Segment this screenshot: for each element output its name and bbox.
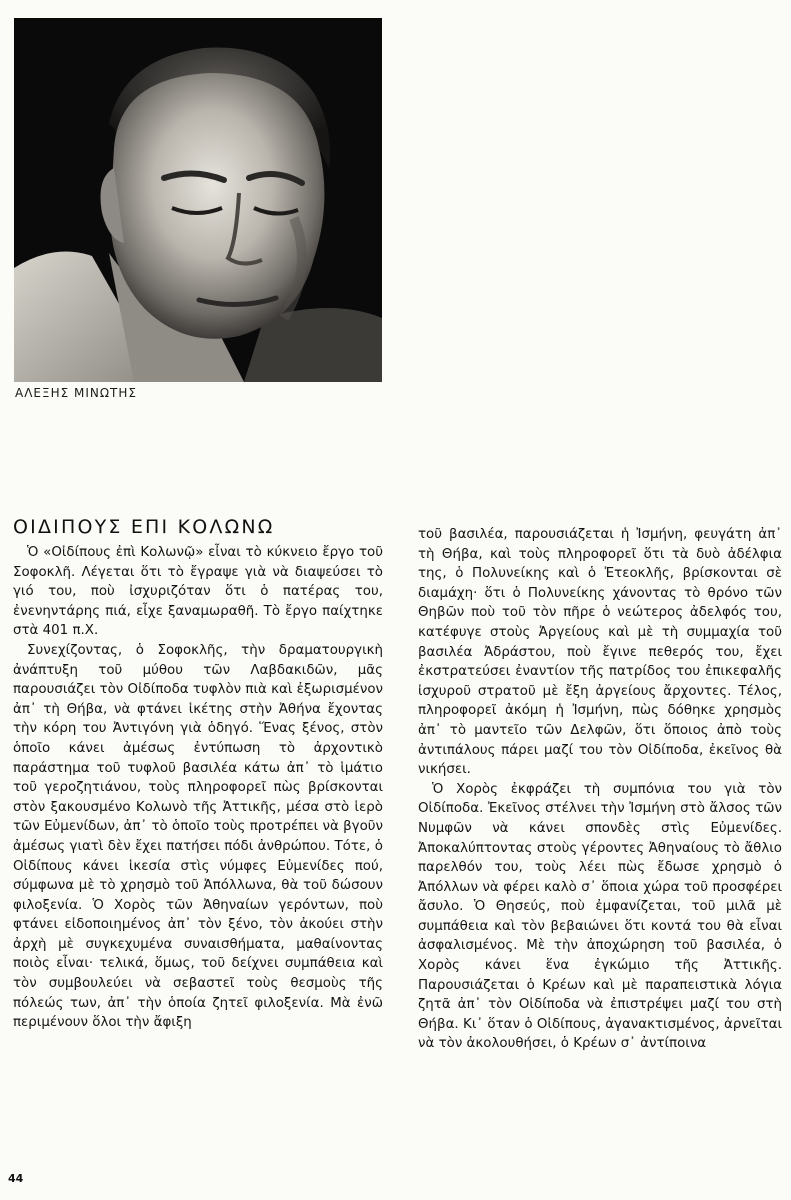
article-title: ΟΙΔΙΠΟΥΣ ΕΠΙ ΚΟΛΩΝΩ xyxy=(13,516,275,538)
paragraph: Συνεχίζοντας, ὁ Σοφοκλῆς, τὴν δραματουργικὴ ἀνάπτυξη τοῦ μύθου τῶν Λαβδακιδῶν, μᾶς παρουσιάζει τὸν Οἰδίποδα τυφλὸν πιὰ καὶ ἐξωρισμένον ἀπ᾽ τὴ Θήβα, νὰ φτάνει ἱκέτης στὴν Ἀθήνα ἔχοντας τὴν κόρη του Ἀντιγόνη γιὰ ὁδηγό. Ἕνας ξένος, στὸν ὁποῖο κάνει ἀμέσως ἐντύπωση τὸ ἀρχοντικὸ παράστημα τοῦ τυφλοῦ βασιλέα κάτω ἀπ᾽ τὸ ἱμάτιο τοῦ γεροζητιάνου, τοὺς πληροφορεῖ πὼς βρίσκονται στὸν ξακουσμένο Κολωνὸ τῆς Ἀττικῆς, μέσα στὸ ἱερὸ τῶν Εὐμενίδων, ἀπ᾽ τὸ ὁποῖο τοὺς προτρέπει νὰ βγοῦν ἀμέσως γιατὶ δὲν ἔχει πατήσει πόδι ἀνθρώπου. Τότε, ὁ Οἰδίπους κάνει ἱκεσία στὶς νύμφες Εὐμενίδες πού, σύμφωνα μὲ τὸ χρησμὸ τοῦ Ἀπόλλωνα, θὰ τοῦ δώσουν φιλοξενία. Ὁ Χορὸς τῶν Ἀθηναίων γερόντων, ποὺ φτάνει εἰδοποιημένος ἀπ᾽ τὸν ξένο, τὸν ἀκούει στὴν ἀρχὴ μὲ συγκεχυμένα συναισθήματα, μαθαίνοντας ποιὸς εἶναι· τελικά, ὅμως, τοῦ δείχνει συμπάθεια καὶ τὸν συμβουλεύει νὰ σεβαστεῖ τοὺς θεσμοὺς τῆς πόλεώς των, ἀπ᾽ τὴν ὁποία ζητεῖ φιλοξενία. Μὰ ἐνῶ περιμένουν ὅλοι τὴν ἄφιξη xyxy=(13,642,383,1031)
portrait-photo xyxy=(14,18,382,382)
photo-caption: ΑΛΕΞΗΣ ΜΙΝΩΤΗΣ xyxy=(15,386,137,400)
page-number: 44 xyxy=(8,1172,24,1185)
paragraph: Ὁ «Οἰδίπους ἐπὶ Κολωνῷ» εἶναι τὸ κύκνειο ἔργο τοῦ Σοφοκλῆ. Λέγεται ὅτι τὸ ἔγραψε γιὰ νὰ διαψεύσει τὸ γιό του, ποὺ ἰσχυριζόταν ὅτι ὁ πατέρας του, ἐνενηντάρης πιά, εἶχε ξαναμωραθῆ. Τὸ ἔργο παίχτηκε στὰ 401 π.Χ. xyxy=(13,545,383,639)
portrait-image xyxy=(14,18,382,382)
article-column-left xyxy=(13,543,383,1033)
paragraph: Ὁ Χορὸς ἐκφράζει τὴ συμπόνια του γιὰ τὸν Οἰδίποδα. Ἐκεῖνος στέλνει τὴν Ἰσμήνη στὸ ἄλσος τῶν Νυμφῶν νὰ κάνει σπονδὲς στὶς Εὐμενίδες. Ἀποκαλύπτοντας στοὺς γέροντες Ἀθηναίους τὸ ἄθλιο παρελθόν του, τοὺς λέει πὼς ἔδωσε χρησμὸ ὁ Ἀπόλλων νὰ φέρει καλὸ σ᾽ ὅποια χώρα τοῦ προσφέρει ἄσυλο. Ὁ Θησεύς, ποὺ ἐμφανίζεται, τοῦ μιλᾶ μὲ συμπάθεια καὶ τὸν βεβαιώνει ὅτι κοντά του θὰ εἶναι ἀσφαλισμένος. Μὲ τὴν ἀποχώρηση τοῦ βασιλέα, ὁ Χορὸς κάνει ἕνα ἐγκώμιο τῆς Ἀττικῆς. Παρουσιάζεται ὁ Κρέων καὶ μὲ παραπειστικὰ λόγια ζητᾶ ἀπ᾽ τὸν Οἰδίποδα νὰ ἐπιστρέψει μαζί του στὴ Θήβα. Κι᾽ ὅταν ὁ Οἰδίπους, ἀγανακτισμένος, ἀρνεῖται νὰ τὸν ἀκολουθήσει, ὁ Κρέων σ᾽ ἀντίποινα xyxy=(418,781,782,1052)
paragraph: τοῦ βασιλέα, παρουσιάζεται ἡ Ἰσμήνη, φευγάτη ἀπ᾽ τὴ Θήβα, καὶ τοὺς πληροφορεῖ ὅτι τὰ δυὸ ἀδέλφια της, ὁ Πολυνείκης καὶ ὁ Ἐτεοκλῆς, βρίσκονται σὲ διαμάχη· ὅτι ὁ Πολυνείκης χάνοντας τὸ θρόνο τῶν Θηβῶν ποὺ τοῦ τὸν πῆρε ὁ νεώτερος ἀδελφός του, κατέφυγε στοὺς Ἀργείους καὶ μὲ τὴ συμμαχία τοῦ βασιλέα Ἀδράστου, ποὺ ἔγινε πεθερός του, ἔχει ἐκστρατεύσει ἐναντίον τῆς πατρίδος του ἐπικεφαλῆς ἰσχυροῦ στρατοῦ μὲ ἔξη ἀργείους ἄρχοντες. Τέλος, πληροφορεῖ ἀκόμη ἡ Ἰσμήνη, πὼς δόθηκε χρησμὸς ἀπ᾽ τὸ μαντεῖο τῶν Δελφῶν, ὅτι ὅποιος ἀπὸ τοὺς ἀντιπάλους πάρει μαζί του τὸν Οἰδίποδα, ἐκεῖνος θὰ νικήσει. xyxy=(418,527,782,778)
article-column-right xyxy=(418,525,782,1054)
